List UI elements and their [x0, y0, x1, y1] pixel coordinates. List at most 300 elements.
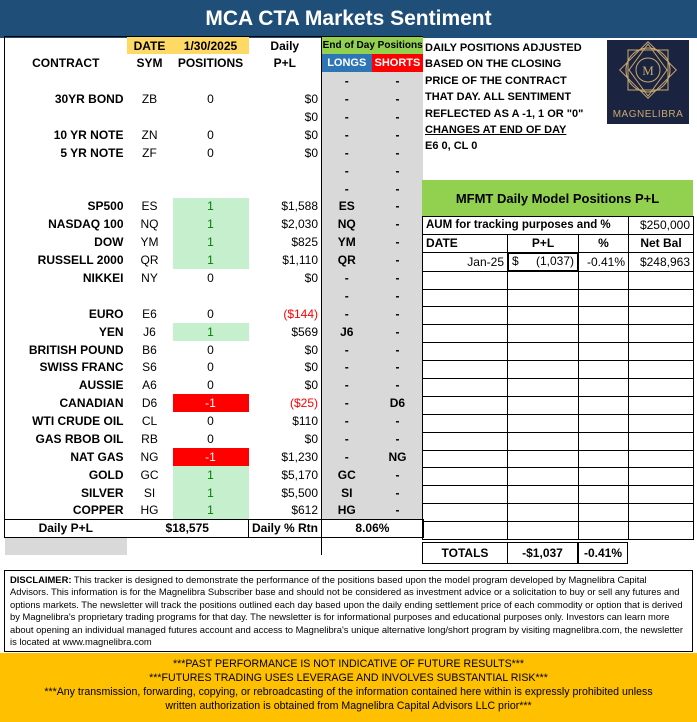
position-value: 1 — [173, 323, 249, 341]
daily-pl-cell: $1,110 — [282, 253, 319, 268]
contract-name: YEN — [5, 323, 127, 341]
short-cell: - — [372, 484, 424, 502]
mfmt-empty-cell — [423, 468, 508, 486]
daily-pl-cell: $612 — [291, 503, 319, 518]
short-cell: - — [372, 323, 424, 341]
mfmt-empty-cell — [508, 343, 579, 361]
short-cell: - — [372, 72, 424, 90]
table-row — [5, 376, 424, 394]
contract-symbol: QR — [140, 253, 159, 268]
col-mfmt-net: Net Bal — [629, 234, 694, 252]
contract-name: NASDAQ 100 — [5, 215, 127, 233]
position-value — [173, 287, 249, 305]
table-row — [5, 90, 424, 108]
mfmt-row — [423, 325, 694, 343]
mfmt-empty-cell — [508, 289, 579, 307]
long-cell: - — [322, 108, 372, 126]
position-value: 0 — [207, 145, 214, 160]
mfmt-empty-cell — [579, 361, 629, 379]
contract-symbol: CL — [141, 414, 158, 429]
mfmt-empty-cell — [629, 325, 694, 343]
col-mfmt-pl: P+L — [508, 234, 579, 252]
short-cell: - — [372, 466, 424, 484]
column-header-row — [5, 54, 424, 72]
position-value: 1 — [173, 484, 249, 502]
date-header-row — [5, 37, 424, 55]
daily-pl-cell: $0 — [304, 271, 319, 286]
mfmt-net: $248,963 — [629, 252, 694, 271]
daily-pl-cell: $1,230 — [281, 449, 319, 464]
long-cell: - — [322, 412, 372, 430]
contract-name: AUSSIE — [5, 376, 127, 394]
short-cell: D6 — [372, 394, 424, 412]
mfmt-empty-cell — [508, 450, 579, 468]
long-cell: GC — [322, 466, 372, 484]
mfmt-row — [423, 252, 694, 271]
long-cell: - — [322, 305, 372, 323]
contract-name: 10 YR NOTE — [5, 126, 127, 144]
contract-symbol: HG — [140, 503, 159, 518]
long-cell: - — [322, 72, 372, 90]
position-value: 0 — [207, 92, 214, 107]
position-value — [173, 72, 249, 90]
long-cell: - — [322, 341, 372, 359]
daily-label: Daily — [249, 37, 322, 55]
daily-pl-cell: $5,500 — [281, 485, 319, 500]
position-value — [173, 180, 249, 198]
mfmt-row — [423, 396, 694, 414]
mfmt-empty-cell — [629, 504, 694, 522]
daily-pl-cell: $0 — [304, 342, 319, 357]
contract-symbol — [127, 287, 173, 305]
contract-symbol: ZN — [141, 127, 158, 142]
daily-rtn-value: 8.06% — [322, 520, 424, 538]
short-cell: - — [372, 108, 424, 126]
mfmt-empty-cell — [629, 432, 694, 450]
table-row — [5, 180, 424, 198]
position-value: 1 — [173, 233, 249, 251]
blank-summary-row — [5, 537, 424, 555]
contract-name: 5 YR NOTE — [5, 144, 127, 162]
daily-pl-cell: ($144) — [283, 306, 319, 321]
mfmt-empty-cell — [423, 289, 508, 307]
mfmt-pct: -0.41% — [579, 252, 629, 271]
mfmt-row — [423, 343, 694, 361]
daily-pl-cell: $0 — [304, 127, 319, 142]
mfmt-empty-cell — [508, 468, 579, 486]
table-row — [5, 198, 424, 216]
aum-label: AUM for tracking purposes and % — [423, 217, 629, 235]
magnelibra-logo — [607, 40, 689, 124]
short-cell: - — [372, 251, 424, 269]
daily-pl-cell: $2,030 — [281, 217, 319, 232]
mfmt-empty-cell — [423, 379, 508, 397]
contract-symbol: D6 — [141, 396, 158, 411]
mfmt-row — [423, 289, 694, 307]
table-row — [5, 502, 424, 520]
col-mfmt-pct: % — [579, 234, 629, 252]
table-row — [5, 430, 424, 448]
table-row — [5, 162, 424, 180]
mfmt-empty-cell — [629, 343, 694, 361]
table-row — [5, 215, 424, 233]
contract-symbol: SI — [143, 485, 156, 500]
daily-pl-cell: $0 — [304, 92, 319, 107]
contract-symbol — [127, 108, 173, 126]
daily-pl-cell — [249, 162, 322, 180]
contract-name: 30YR BOND — [5, 90, 127, 108]
table-row — [5, 484, 424, 502]
mfmt-empty-cell — [579, 486, 629, 504]
mfmt-row — [423, 414, 694, 432]
contract-symbol: B6 — [142, 342, 157, 357]
position-value: 0 — [207, 378, 214, 393]
contract-name — [5, 180, 127, 198]
mfmt-pl-value: (1,037) — [535, 253, 574, 268]
daily-pl-cell — [249, 72, 322, 90]
short-cell: - — [372, 359, 424, 377]
table-row — [5, 126, 424, 144]
mfmt-empty-cell — [629, 396, 694, 414]
mfmt-empty-cell — [508, 379, 579, 397]
daily-pl-cell: $110 — [292, 414, 319, 429]
daily-pl-cell — [249, 287, 322, 305]
contract-symbol: J6 — [143, 324, 156, 339]
contract-name: GOLD — [5, 466, 127, 484]
long-cell: HG — [322, 502, 372, 520]
mfmt-empty-cell — [508, 307, 579, 325]
position-value: 0 — [207, 414, 214, 429]
short-cell: - — [372, 162, 424, 180]
mfmt-empty-cell — [508, 396, 579, 414]
daily-rtn-label: Daily % Rtn — [249, 520, 322, 538]
contract-symbol — [127, 72, 173, 90]
positions-note: DAILY POSITIONS ADJUSTED BASED ON THE CLOSING PRICE OF THE CONTRACT THAT DAY. ALL SENTIMENT REFLECTED AS A -1, 1 OR "0" CHANGES AT END OF DAY E6 0, CL 0 — [425, 42, 584, 153]
table-row — [5, 394, 424, 412]
col-shorts: SHORTS — [372, 54, 424, 72]
totals-label: TOTALS — [422, 542, 507, 564]
warning-line: ***PAST PERFORMANCE IS NOT INDICATIVE OF FUTURE RESULTS*** — [172, 658, 525, 670]
mfmt-empty-cell — [579, 522, 629, 540]
contract-symbol: ES — [141, 199, 158, 214]
mfmt-row — [423, 486, 694, 504]
mfmt-empty-cell — [423, 522, 508, 540]
mfmt-empty-cell — [508, 414, 579, 432]
table-row — [5, 412, 424, 430]
mfmt-empty-cell — [579, 468, 629, 486]
mfmt-empty-cell — [579, 396, 629, 414]
mfmt-row — [423, 271, 694, 289]
daily-pl-cell: ($25) — [290, 396, 319, 411]
mfmt-empty-cell — [629, 414, 694, 432]
table-row — [5, 233, 424, 251]
long-cell: QR — [322, 251, 372, 269]
mfmt-empty-cell — [629, 450, 694, 468]
contract-symbol: NY — [141, 271, 158, 286]
table-row — [5, 108, 424, 126]
daily-pl-cell: $825 — [291, 235, 319, 250]
mfmt-row — [423, 522, 694, 540]
contract-symbol — [127, 162, 173, 180]
aum-row — [423, 217, 694, 235]
short-cell: NG — [372, 448, 424, 466]
position-value: 1 — [173, 198, 249, 216]
long-cell: J6 — [322, 323, 372, 341]
daily-pl-cell: $0 — [304, 110, 319, 124]
position-value: 0 — [207, 360, 214, 375]
warning-line: ***FUTURES TRADING USES LEVERAGE AND INVOLVES SUBSTANTIAL RISK*** — [149, 672, 548, 684]
mfmt-empty-cell — [579, 307, 629, 325]
mfmt-row — [423, 450, 694, 468]
mfmt-row — [423, 504, 694, 522]
totals-row — [422, 542, 628, 564]
mfmt-row — [423, 307, 694, 325]
table-row — [5, 466, 424, 484]
mfmt-empty-cell — [508, 271, 579, 289]
contract-symbol: RB — [141, 432, 158, 447]
position-value: -1 — [173, 394, 249, 412]
long-cell: SI — [322, 484, 372, 502]
logo-wordmark: MAGNELIBRA — [612, 109, 684, 120]
mfmt-empty-cell — [629, 271, 694, 289]
daily-pl-cell: $569 — [291, 324, 319, 339]
position-value: 0 — [207, 127, 214, 142]
long-cell: - — [322, 269, 372, 287]
table-row — [5, 251, 424, 269]
short-cell: - — [372, 305, 424, 323]
position-value: 0 — [207, 271, 214, 286]
short-cell: - — [372, 126, 424, 144]
contract-name: EURO — [5, 305, 127, 323]
col-mfmt-date: DATE — [423, 234, 508, 252]
mfmt-empty-cell — [423, 504, 508, 522]
aum-value: $250,000 — [629, 217, 694, 235]
mfmt-empty-cell — [423, 396, 508, 414]
long-cell: YM — [322, 233, 372, 251]
positions-rows — [5, 72, 424, 519]
contract-name: NAT GAS — [5, 448, 127, 466]
mfmt-date: Jan-25 — [423, 252, 508, 271]
daily-pl-cell: $0 — [304, 360, 319, 375]
mfmt-empty-cell — [579, 343, 629, 361]
long-cell: - — [322, 180, 372, 198]
disclaimer — [4, 570, 693, 652]
position-value — [173, 108, 249, 126]
contract-symbol: S6 — [142, 360, 157, 375]
short-cell: - — [372, 215, 424, 233]
mfmt-empty-cell — [423, 361, 508, 379]
long-cell: - — [322, 90, 372, 108]
mfmt-empty-cell — [629, 486, 694, 504]
contract-name: BRITISH POUND — [5, 341, 127, 359]
position-value: 1 — [173, 251, 249, 269]
mfmt-empty-cell — [579, 289, 629, 307]
position-value: 1 — [173, 215, 249, 233]
contract-name: CANADIAN — [5, 394, 127, 412]
mfmt-empty-cell — [508, 325, 579, 343]
contract-name — [5, 72, 127, 90]
mfmt-empty-cell — [423, 432, 508, 450]
contract-symbol: ZB — [141, 92, 158, 107]
col-contract: CONTRACT — [5, 54, 127, 72]
mfmt-empty-cell — [579, 504, 629, 522]
contract-name: GAS RBOB OIL — [5, 430, 127, 448]
disclaimer-text: This tracker is designed to demonstrate the performance of the positions based upon the model program developed by Magnelibra Capital Advisors. This information is for the Magnelibra Subscriber base and should not be considered as investment advice or a solicitation to buy or sell any futures and options markets. The newsletter will track the positions outlined each day based upon the daily ending settlement price of each commodity or option that is derived by Magnelibra's proprietary trading programs for that day. The newsletter is for informational purposes and educational purposes only. Investors can learn more about opening an individual managed futures account and access to Magnelibra's unique alternative long/short program by visiting magnelibra.com, the newsletter is located at www.magnelibra.com — [10, 574, 684, 648]
col-sym: SYM — [136, 56, 163, 71]
page-title: MCA CTA Markets Sentiment — [0, 0, 697, 38]
contract-symbol: NG — [140, 449, 159, 464]
table-row — [5, 323, 424, 341]
table-row — [5, 72, 424, 90]
mfmt-rows — [423, 252, 694, 539]
mfmt-header-row — [423, 234, 694, 252]
short-cell: - — [372, 144, 424, 162]
long-cell: - — [322, 126, 372, 144]
table-row — [5, 144, 424, 162]
contract-symbol — [127, 180, 173, 198]
mfmt-empty-cell — [629, 522, 694, 540]
logo-emblem-icon — [607, 40, 689, 110]
short-cell: - — [372, 287, 424, 305]
contract-name: COPPER — [5, 502, 127, 520]
position-value: 0 — [207, 306, 214, 321]
short-cell: - — [372, 233, 424, 251]
contract-name: SILVER — [5, 484, 127, 502]
position-value: 0 — [207, 342, 214, 357]
daily-pl-cell: $0 — [304, 378, 319, 393]
short-cell: - — [372, 376, 424, 394]
contract-name — [5, 287, 127, 305]
position-value: 1 — [173, 466, 249, 484]
date-label: DATE — [127, 37, 173, 55]
contract-symbol: A6 — [142, 378, 157, 393]
long-cell: - — [322, 144, 372, 162]
long-cell: - — [322, 162, 372, 180]
mfmt-empty-cell — [508, 432, 579, 450]
mfmt-empty-cell — [423, 271, 508, 289]
table-row — [5, 359, 424, 377]
contract-symbol: ZF — [142, 145, 157, 160]
short-cell: - — [372, 341, 424, 359]
position-value — [173, 162, 249, 180]
table-row — [5, 305, 424, 323]
warning-line: ***Any transmission, forwarding, copying, or rebroadcasting of the information contained here within is expressly prohibited unless — [44, 686, 653, 698]
short-cell: - — [372, 269, 424, 287]
daily-pl-value: $18,575 — [127, 520, 249, 538]
daily-pl-cell: $0 — [304, 432, 319, 447]
mfmt-empty-cell — [579, 271, 629, 289]
mfmt-empty-cell — [629, 289, 694, 307]
position-value: 0 — [207, 432, 214, 447]
long-cell: - — [322, 430, 372, 448]
long-cell: - — [322, 376, 372, 394]
long-cell: ES — [322, 198, 372, 216]
long-cell: NQ — [322, 215, 372, 233]
mfmt-empty-cell — [508, 486, 579, 504]
disclaimer-label: DISCLAIMER: — [10, 574, 72, 585]
mfmt-empty-cell — [579, 432, 629, 450]
contract-symbol: GC — [140, 467, 159, 482]
col-longs: LONGS — [322, 54, 372, 72]
date-value: 1/30/2025 — [173, 37, 249, 55]
mfmt-empty-cell — [579, 325, 629, 343]
mfmt-empty-cell — [508, 504, 579, 522]
contract-name — [5, 162, 127, 180]
short-cell: - — [372, 198, 424, 216]
mfmt-row — [423, 361, 694, 379]
long-cell: - — [322, 394, 372, 412]
contract-name: DOW — [5, 233, 127, 251]
mfmt-pl-symbol: $ — [512, 253, 519, 268]
mfmt-empty-cell — [579, 450, 629, 468]
short-cell: - — [372, 430, 424, 448]
contract-name: SP500 — [5, 198, 127, 216]
contract-symbol: NQ — [140, 217, 159, 232]
daily-pl-cell: $5,170 — [281, 467, 319, 482]
mfmt-pl — [508, 253, 578, 271]
mfmt-empty-cell — [579, 414, 629, 432]
contract-symbol: E6 — [142, 306, 157, 321]
logo-monogram: M — [642, 63, 654, 78]
mfmt-empty-cell — [508, 361, 579, 379]
mfmt-row — [423, 468, 694, 486]
table-row — [5, 287, 424, 305]
daily-pl-label: Daily P+L — [5, 520, 127, 538]
mfmt-empty-cell — [629, 468, 694, 486]
table-row — [5, 269, 424, 287]
eod-positions-label: End of Day Positions — [322, 37, 424, 55]
short-cell: - — [372, 502, 424, 520]
mfmt-empty-cell — [629, 379, 694, 397]
contract-name: WTI CRUDE OIL — [5, 412, 127, 430]
mfmt-row — [423, 379, 694, 397]
contract-symbol: YM — [140, 235, 159, 250]
col-pl: P+L — [273, 56, 296, 71]
long-cell: - — [322, 287, 372, 305]
long-cell: - — [322, 448, 372, 466]
long-cell: - — [322, 359, 372, 377]
warning-line: written authorization is obtained from Magnelibra Capital Advisors LLC prior*** — [165, 700, 532, 712]
short-cell: - — [372, 90, 424, 108]
contract-name: NIKKEI — [5, 269, 127, 287]
col-positions: POSITIONS — [177, 56, 244, 71]
contract-name — [5, 108, 127, 126]
mfmt-table — [422, 216, 694, 540]
positions-table — [4, 36, 424, 555]
totals-value: -$1,037 — [507, 542, 578, 564]
mfmt-empty-cell — [629, 307, 694, 325]
position-value: -1 — [173, 448, 249, 466]
mfmt-title: MFMT Daily Model Positions P+L — [422, 180, 693, 216]
table-row — [5, 341, 424, 359]
contract-name: RUSSELL 2000 — [5, 251, 127, 269]
mfmt-empty-cell — [508, 522, 579, 540]
mfmt-empty-cell — [423, 486, 508, 504]
mfmt-empty-cell — [423, 414, 508, 432]
mfmt-empty-cell — [579, 379, 629, 397]
contract-name: SWISS FRANC — [5, 359, 127, 377]
mfmt-row — [423, 432, 694, 450]
mfmt-empty-cell — [423, 307, 508, 325]
mfmt-empty-cell — [629, 361, 694, 379]
mfmt-empty-cell — [423, 325, 508, 343]
mfmt-empty-cell — [423, 343, 508, 361]
totals-pct: -0.41% — [578, 542, 628, 564]
daily-pl-cell: $1,588 — [281, 199, 319, 214]
mfmt-empty-cell — [423, 450, 508, 468]
daily-summary-row — [5, 520, 424, 538]
daily-pl-cell — [249, 180, 322, 198]
